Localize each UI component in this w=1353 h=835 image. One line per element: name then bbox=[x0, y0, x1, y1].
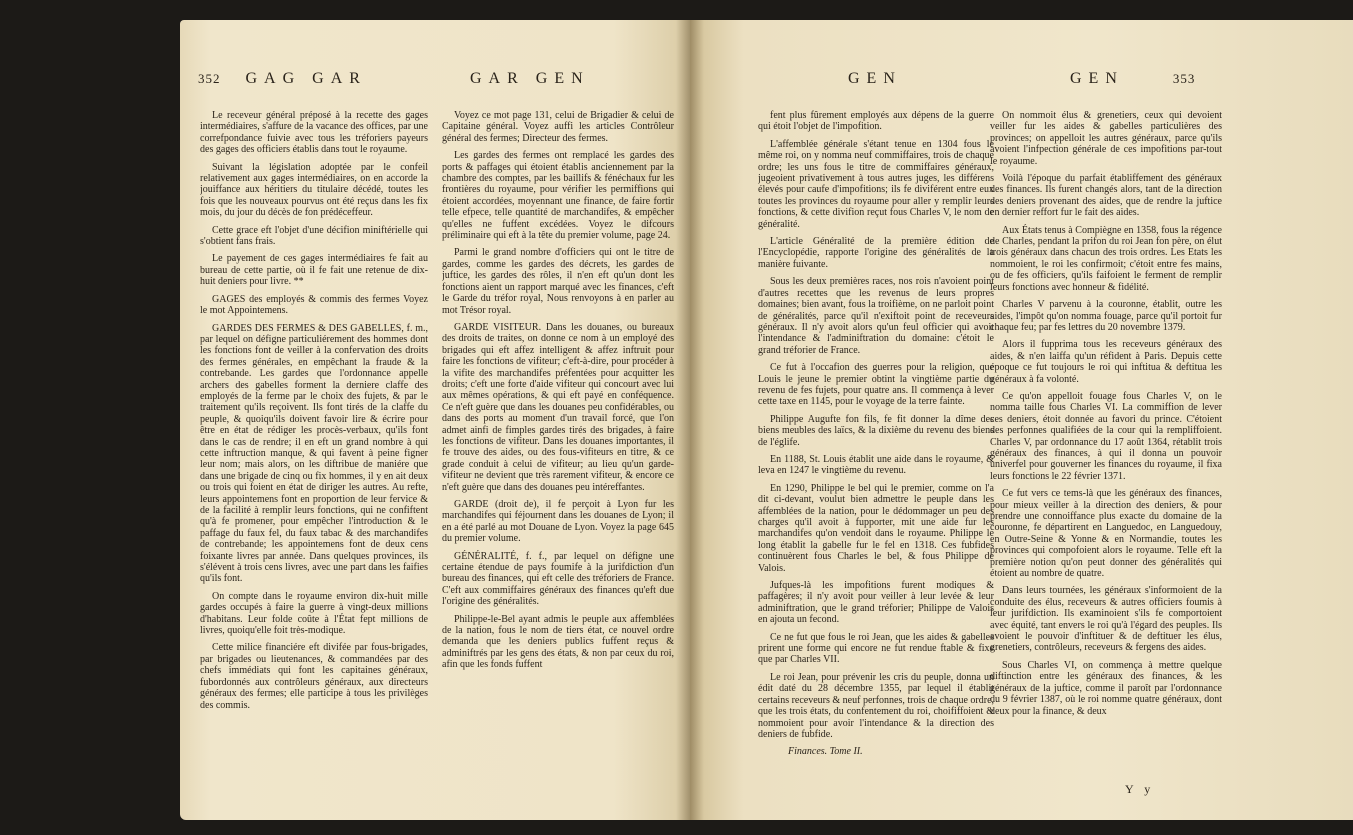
paragraph: Aux États tenus à Compiègne en 1358, fous la régence de Charles, pendant la prifon du roi Jean fon père, on élut trois généraux dans chacun des trois ordres. Les Etats les nommoient, le roi les confirmoit; c'étoit entre fes mains, ou de fes officiers, qu'ils faifoient le ferment de remplir leurs fonctions avec honneur & fidélité. bbox=[990, 224, 1222, 293]
paragraph: L'article Généralité de la première édition de l'Encyclopédie, rapporte l'origine des généralités de la manière fuivante. bbox=[758, 236, 994, 270]
paragraph: Ce ne fut que fous le roi Jean, que les aides & gabelles prirent une forme qui encore ne fut rendue ftable & fixe que par Charles VII. bbox=[758, 631, 994, 666]
paragraph: GARDES DES FERMES & DES GABELLES, f. m., par lequel on défigne particuliérement des hommes dont les fonctions font de veiller à la confervation des droits des fermes générales, en empêchant la fraude & la contrebande. Les gardes que l'ordonnance appelle archers des gabelles forment la derniere claffe des employés de la ferme par le choix des fujets, & par le traitement qu'ils reçoivent. Ils font tirés de la claffe du peuple, & quoiqu'ils doivent favoir lire & écrire pour être en état de rédiger les procès-verbaux, qu'ils font dans le cas de rendre; il en eft un grand nombre à qui cette inftruction manque, & qui favent à peine figner leur nom; mais alors, on les diftribue de maniére que dans une brigade de cinq ou fix hommes, il y en ait deux ou trois qui foient en état de diriger les autres. Au refte, leurs appointemens font en proportion de leur fervice & de la facilité à remplir leurs fonctions, qui ne confiftent qu'à fe promener, pour empêcher l'introduction & le paffage du faux fel, du faux tabac & des marchandifes de contrebande; les appointemens font de deux cens foixante livres par année. Dans quelques provinces, ils s'élévent à trois cens livres, avec une part dans les faifies qu'ils font. bbox=[200, 322, 428, 585]
running-head-left-a: GAG GAR bbox=[245, 70, 367, 87]
paragraph: Alors il fupprima tous les receveurs généraux des aides, & n'en laiffa qu'un réfident à Paris. Depuis cette époque ce fut toujours le roi qui inftitua & deftitua les généraux à fa volonté. bbox=[990, 339, 1222, 385]
right-page-column-1 bbox=[758, 110, 994, 802]
volume-caption: Finances. Tome II. bbox=[788, 746, 863, 758]
signature-mark: Y y bbox=[1125, 782, 1155, 796]
right-running-head bbox=[1070, 70, 1195, 88]
paragraph: Ce qu'on appelloit fouage fous Charles V, on le nomma taille fous Charles VI. La commiffion de lever ces deniers, étoit donnée au favori du prince. C'étoient des perfonnes qualifiées de la cour qui la rempliffoient. Charles V, par ordonnance du 17 août 1364, rétablit trois généraux des finances, à qui il donna un pouvoir univerfel pour gouverner les finances du royaume, il fixa leurs fonctions le 22 février 1371. bbox=[990, 390, 1222, 482]
book-gutter bbox=[676, 20, 704, 820]
paragraph: Cette grace eft l'objet d'une décifion miniftérielle qui s'obtient fans frais. bbox=[200, 224, 428, 248]
paragraph: Philippe-le-Bel ayant admis le peuple aux affemblées de la nation, fous le nom de tiers état, ce nouvel ordre demanda que les deniers publics fuffent reçus & adminiftrés par les gens des états, & non par ceux du roi, afin que les fonds fuffent bbox=[442, 613, 674, 671]
running-head-right-b: GEN bbox=[1070, 70, 1124, 87]
right-page-column-2 bbox=[990, 110, 1222, 802]
paragraph: Voilà l'époque du parfait établiffement des généraux des finances. Ils furent changés alors, tant de la direction des deniers provenant des aides, que de rendre la juftice en dernier reffort fur le fait des aides. bbox=[990, 173, 1222, 219]
paragraph: On nommoit élus & grenetiers, ceux qui devoient veiller fur les aides & gabelles particulières des provinces; on appelloit les autres généraux, parce qu'ils avoient l'infpection générale de ces impofitions par-tout le royaume. bbox=[990, 110, 1222, 167]
paragraph: Ce fut à l'occafion des guerres pour la religion, que Louis le jeune le premier obtint la vingtième partie du revenu de fes fujets, pour quatre ans. Il commença à lever cette taxe en 1145, pour le voyage de la terre fainte. bbox=[758, 362, 994, 408]
paragraph: Voyez ce mot page 131, celui de Brigadier & celui de Capitaine général. Voyez auffi les articles Contrôleur général des fermes; Directeur des fermes. bbox=[442, 110, 674, 144]
paragraph: Suivant la législation adoptée par le confeil relativement aux gages intermédiaires, on en accorde la jouiffance aux héritiers du titulaire décédé, toutes les fois que les nouveaux pourvus ont été reçus dans les fix mois, du jour du décès de fon prédéceffeur. bbox=[200, 161, 428, 219]
paragraph: Jufques-là les impofitions furent modiques & paffagères; il n'y avoit pour veiller à leur levée & leur adminiftration, que le grand tréforier; Philippe de Valois en ajouta un fecond. bbox=[758, 580, 994, 626]
paragraph: Charles V parvenu à la couronne, établit, outre les aides, l'impôt qu'on nomma fouage, parce qu'il portoit fur chaque feu; par fes lettres du 20 novembre 1379. bbox=[990, 299, 1222, 333]
running-head-left-b: GAR GEN bbox=[470, 70, 590, 87]
paragraph: L'affemblée générale s'étant tenue en 1304 fous le même roi, on y nomma neuf commiffaires, trois de chaque ordre; les uns fous le titre de commiffaires généraux, jugeoient privativement à tous autres juges, les différens élevés pour caufe d'impofitions; ils fe diviférent entre eux toutes les provinces du royaume pour aller y remplir leurs fonctions, & cette divifion reçut fous Charles V, le nom de généralité. bbox=[758, 138, 994, 230]
page-number-left: 352 bbox=[198, 71, 221, 86]
paragraph: Cette milice financiére eft divifée par fous-brigades, par brigades ou lieutenances, & commandées par des chefs immédiats qui font les capitaines généraux, fubordonnés aux contrôleurs généraux, aux directeurs généraux des fermes; elle participe à tous les privilèges des commis. bbox=[200, 642, 428, 711]
paragraph: GÉNÉRALITÉ, f. f., par lequel on défigne une certaine étendue de pays foumife à la jurifdiction d'un bureau des finances, qui eft celle des tréforiers de France. C'eft aux commiffaires généraux des finances qu'eft due l'origine des généralités. bbox=[442, 550, 674, 608]
paragraph: Sous les deux premières races, nos rois n'avoient point d'autres recettes que les revenus de leurs propres domaines; bien avant, fous la troifième, on ne parloit point de généralités, parce qu'il n'exiftoit point de receveurs généraux. Il n'y avoit alors qu'un feul officier qui avoit l'intendance & l'adminiftration du domaine: c'étoit le grand tréforier de France. bbox=[758, 276, 994, 356]
paragraph: En 1188, St. Louis établit une aide dans le royaume, & leva en 1247 le vingtième du revenu. bbox=[758, 453, 994, 477]
paragraph: Les gardes des fermes ont remplacé les gardes des ports & paffages qui étoient établis anciennement par la chambre des comptes, par les baillifs & fénéchaux fur les frontières du royaume, pour vérifier les permiffions qui étoient accordées, moyennant une finance, de faire fortir telle efpece, telle quantité de marchandifes, & empêcher qu'elles ne fuffent excédées. Voyez le difcours préliminaire qui eft à la tête du premier volume, page 24. bbox=[442, 150, 674, 242]
page-number-right: 353 bbox=[1172, 71, 1196, 86]
paragraph: fent plus fûrement employés aux dépens de la guerre qui étoit l'objet de l'impofition. bbox=[758, 110, 994, 133]
left-page bbox=[180, 20, 690, 820]
paragraph: Parmi le grand nombre d'officiers qui ont le titre de gardes, comme les gardes des décrets, les gardes de juftice, les gardes des rôles, il n'en eft qu'un dont les fonctions aient un rapport marqué avec les finances, c'eft le Garde du tréfor royal, Nous renvoyons à en parler au mot Trésor royal. bbox=[442, 247, 674, 316]
paragraph: Ce fut vers ce tems-là que les généraux des finances, pour mieux veiller à la direction des deniers, & pour prendre une connoiffance plus exacte du domaine de la couronne, fe départirent en Languedoc, en Languedouy, en Outre-Seine & Yonne & en Normandie, toutes les provinces qui compofoient alors le royaume. Telle eft la première notion qu'on peut donner des généralités qui étoient au nombre de quatre. bbox=[990, 488, 1222, 580]
paragraph: GAGES des employés & commis des fermes Voyez le mot Appointemens. bbox=[200, 293, 428, 317]
paragraph: Philippe Augufte fon fils, fe fit donner la dîme des biens meubles des laïcs, & la dixième du revenu des biens de l'églife. bbox=[758, 413, 994, 448]
paragraph: Le roi Jean, pour prévenir les cris du peuple, donna un édit daté du 28 décembre 1355, par lequel il établit certains receveurs & neuf perfonnes, trois de chaque ordre, que les trois états, du confentement du roi, choififfoient & nommoient pour avoir l'intendance & la direction des deniers de fubfide. bbox=[758, 671, 994, 740]
right-page bbox=[690, 20, 1353, 820]
paragraph: En 1290, Philippe le bel qui le premier, comme on l'a dit ci-devant, voulut bien admettre le peuple dans les affemblées de la nation, pour le dédommager un peu des charges qu'il avoit à fupporter, mit une aide fur les marchandifes qu'on vendoit dans le royaume. Philippe le long établit la gabelle fur le fel en 1318. Ces fubfides continuèrent fous Charles le bel, & fous Philippe de Valois. bbox=[758, 482, 994, 574]
running-head-right-a: GEN bbox=[848, 70, 902, 87]
left-page-column-1 bbox=[200, 110, 428, 802]
paragraph: Dans leurs tournées, les généraux s'informoient de la conduite des élus, receveurs & autres officiers foumis à leur jurifdiction. Ils examinoient s'ils fe comportoient avec équité, tant envers le roi qu'à l'égard des peuples. Ils avoient le pouvoir d'inftituer & de deftituer les élus, grenetiers, contrôleurs, receveurs & fergens des aides. bbox=[990, 585, 1222, 654]
paragraph: On compte dans le royaume environ dix-huit mille gardes occupés à faire la guerre à vingt-deux millions d'habitans. Leur folde coûte à l'État fept millions de livres, quoiqu'elle foit très-modique. bbox=[200, 590, 428, 637]
paragraph: Sous Charles VI, on commença à mettre quelque diftinction entre les généraux des finances, & les généraux de la juftice, comme il paroît par l'ordonnance du 9 février 1387, où le roi nomme quatre généraux, dont deux pour la finance, & deux bbox=[990, 659, 1222, 717]
left-page-column-2 bbox=[442, 110, 674, 802]
paragraph: Le receveur général préposé à la recette des gages intermédiaires, s'affure de la vacance des offices, par une correfpondance fuivie avec tous les tréforiers payeurs des gages des officiers établis dans tout le royaume. bbox=[200, 110, 428, 156]
paragraph: Le payement de ces gages intermédiaires fe fait au bureau de cette partie, où il fe fait une retenue de dix-huit deniers pour livre. ** bbox=[200, 253, 428, 288]
paragraph: GARDE (droit de), il fe perçoit à Lyon fur les marchandifes qui féjournent dans les douanes de Lyon; il en a été parlé au mot Douane de Lyon. Voyez la page 645 du premier volume. bbox=[442, 499, 674, 545]
left-running-head bbox=[198, 70, 367, 88]
paragraph: GARDE VISITEUR. Dans les douanes, ou bureaux des droits de traites, on donne ce nom à un employé des brigades qui eft affez intelligent & affez inftruit pour faire les fonctions de vifiteur; c'eft-à-dire, pour procéder à la vifite des marchandifes préfentées pour acquitter les droits; c'eft une forte d'aide vifiteur qui concourt avec lui aux mêmes opérations, & qui eft payé en conféquence. Ce n'eft guère que dans les douanes peu confidérables, ou dans des ports au moment d'un travail forcé, que l'on admet ainfi de fimples gardes tirés des brigades, à faire les fonctions de vifiteur. Dans les douanes importantes, il fe trouve des aides, ou des fous-vifiteurs en titre, & ce grade conduit à celui de vifiteur; au lieu qu'un garde-vifiteur ne devient que très rarement vifiteur, & encore ce n'eft guère que dans des douanes peu intéreffantes. bbox=[442, 321, 674, 493]
